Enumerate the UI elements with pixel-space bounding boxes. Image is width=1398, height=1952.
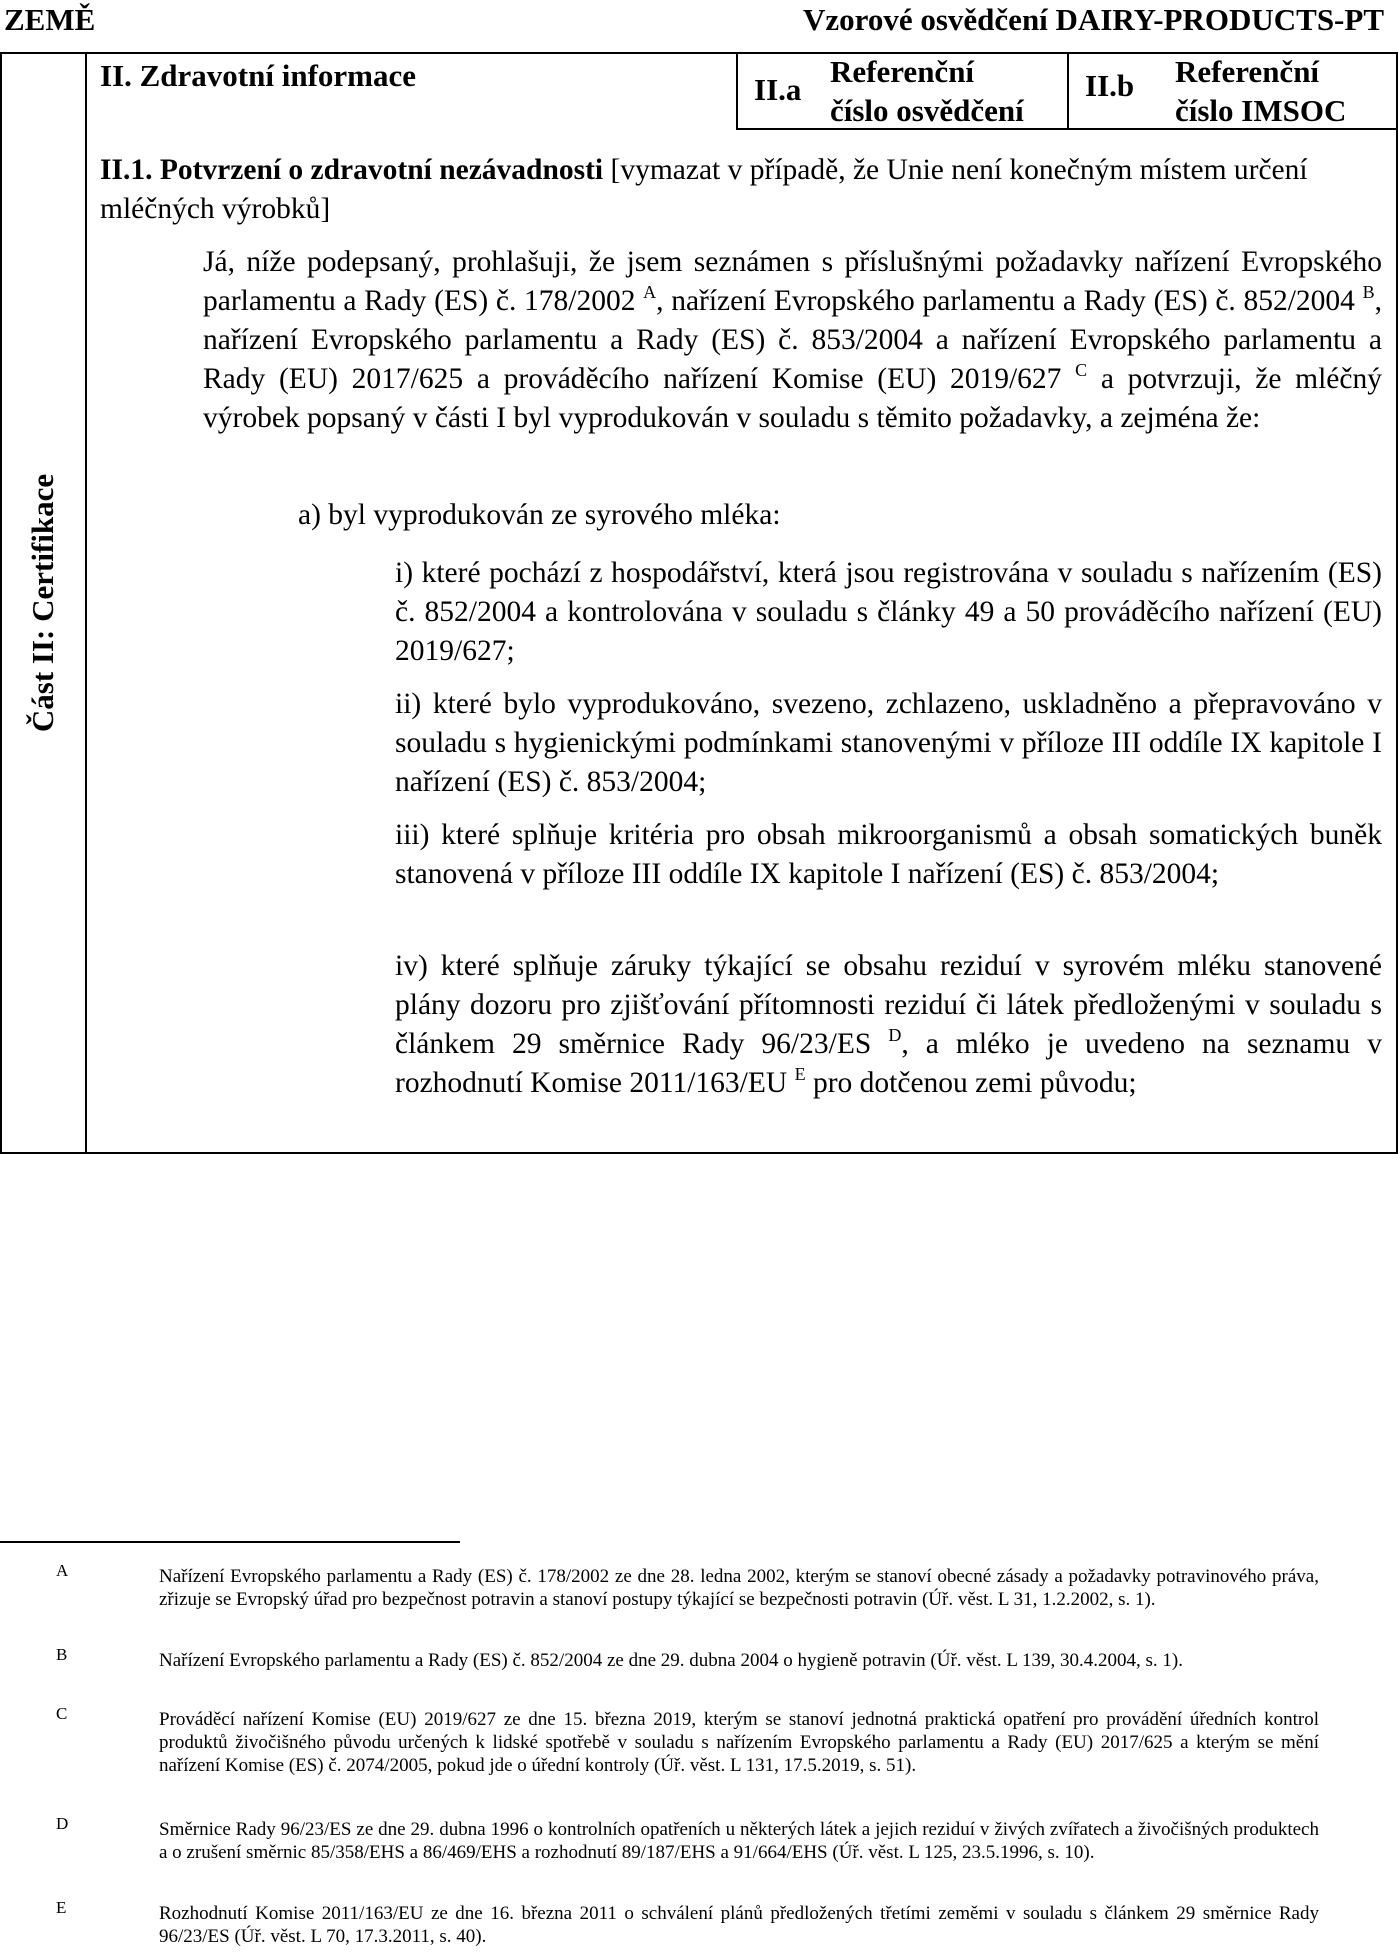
ref-a-code: II.a — [754, 72, 802, 107]
footnote-text: Rozhodnutí Komise 2011/163/EU ze dne 16. března 2011 o schválení plánů předložených třetími zeměmi v souladu s článkem 29 směrnice Rady 96/23/ES (Úř. věst. L 70, 17.3.2011, s. 40). — [159, 1903, 1319, 1947]
side-label-text: Část II: Certifikace — [25, 473, 60, 733]
certificate-title: Vzorové osvědčení DAIRY-PRODUCTS-PT — [803, 2, 1384, 37]
footnote-text: Směrnice Rady 96/23/ES ze dne 29. dubna 1996 o kontrolních opatřeních u některých látek a jejich reziduí v živých zvířatech a živočišných produktech a o zrušení směrnic 85/358/EHS a 86/469/EHS a rozhodnutí 89/187/EHS a 91/664/EHS (Úř. věst. L 125, 23.5.1996, s. 10). — [159, 1819, 1319, 1863]
footnote-ref-e: E — [794, 1064, 806, 1084]
ref-box-certificate — [736, 54, 1069, 130]
footnote-letter: E — [56, 1898, 67, 1917]
item-a: a) byl vyprodukován ze syrového mléka: — [298, 499, 781, 531]
sub-item-iv — [395, 947, 1382, 1103]
ref-a-label-line1: Referenční — [830, 54, 975, 89]
intro-part-1: Já, níže podepsaný, prohlašuji, že jsem seznámen s příslušnými požadavky nařízení Evropského parlamentu a Rady (ES) č. 178/2002 — [203, 246, 1382, 317]
ref-a-label-line2: číslo osvědčení — [830, 93, 1024, 128]
footnote-ref-c: C — [1075, 360, 1088, 380]
ref-b-label — [1175, 52, 1346, 130]
sub-item-ii: ii) které bylo vyprodukováno, svezeno, zchlazeno, uskladněno a přepravováno v souladu s hygienickými podmínkami stanovenými v příloze III oddíle IX kapitole I nařízení (ES) č. 853/2004; — [395, 688, 1382, 798]
footnote-text: Nařízení Evropského parlamentu a Rady (ES) č. 178/2002 ze dne 28. ledna 2002, kterým se stanoví obecné zásady a požadavky potravinového práva, zřizuje se Evropský úřad pro bezpečnost potravin a stanoví postupy týkající se bezpečnosti potravin (Úř. věst. L 31, 1.2.2002, s. 1). — [159, 1566, 1319, 1610]
ref-b-label-line1: Referenční — [1175, 54, 1320, 89]
section-title: II. Zdravotní informace — [100, 58, 417, 93]
sub-item-i: i) které pochází z hospodářství, která jsou registrována v souladu s nařízením (ES) č. 852/2004 a kontrolována v souladu s články 49 a 50 prováděcího nařízení (EU) 2019/627; — [395, 557, 1382, 667]
certification-table — [0, 52, 1398, 1154]
side-label — [0, 54, 86, 1152]
attestation-heading — [100, 151, 1382, 229]
attestation-intro — [203, 243, 1382, 438]
ref-box-imsoc — [1067, 54, 1398, 130]
footnote-ref-b: B — [1362, 282, 1375, 302]
footnote-text: Prováděcí nařízení Komise (EU) 2019/627 ze dne 15. března 2019, kterým se stanoví jednotná praktická opatření pro provádění úředních kontrol produktů živočišného původu určených k lidské spotřebě v souladu s nařízením Evropského parlamentu a Rady (EU) 2017/625 a kterým se mění nařízení Komise (ES) č. 2074/2005, pokud jde o úřední kontroly (Úř. věst. L 131, 17.5.2019, s. 51). — [159, 1709, 1319, 1776]
attestation-heading-note: [vymazat v případě, že Unie není konečným místem určení mléčných výrobků] — [100, 154, 1308, 225]
attestation-heading-bold: II.1. Potvrzení o zdravotní nezávadnosti — [100, 154, 604, 186]
ref-b-code: II.b — [1085, 68, 1135, 103]
footnote-letter: C — [56, 1704, 68, 1723]
sub-item-iv-part-2: , a mléko je uvedeno na seznamu v rozhodnutí Komise 2011/163/EU — [395, 1028, 1382, 1099]
sub-item-iii: iii) které splňuje kritéria pro obsah mikroorganismů a obsah somatických buněk stanovená v příloze III oddíle IX kapitole I nařízení (ES) č. 853/2004; — [395, 819, 1382, 890]
sub-item-iv-part-1: iv) které splňuje záruky týkající se obsahu reziduí v syrovém mléku stanovené plány dozoru pro zjišťování přítomnosti reziduí či látek předloženými v souladu s článkem 29 směrnice Rady 96/23/ES — [395, 950, 1382, 1060]
intro-part-4: a potvrzuji, že mléčný výrobek popsaný v části I byl vyprodukován v souladu s těmito požadavky, a zejména že: — [203, 363, 1382, 434]
footnote-ref-d: D — [888, 1025, 902, 1045]
footnote-letter: D — [56, 1814, 69, 1833]
country-label: ZEMĚ — [4, 2, 96, 37]
intro-part-3: , nařízení Evropského parlamentu a Rady (ES) č. 853/2004 a nařízení Evropského parlamentu a Rady (EU) 2017/625 a prováděcího nařízení Komise (EU) 2019/627 — [203, 285, 1382, 395]
footnote-text: Nařízení Evropského parlamentu a Rady (ES) č. 852/2004 ze dne 29. dubna 2004 o hygieně potravin (Úř. věst. L 139, 30.4.2004, s. 1). — [159, 1650, 1184, 1671]
ref-a-label — [830, 52, 1024, 130]
footnote-separator — [0, 1541, 460, 1543]
intro-part-2: , nařízení Evropského parlamentu a Rady (ES) č. 852/2004 — [656, 285, 1363, 317]
footnote-letter: B — [56, 1645, 68, 1664]
ref-b-label-line2: číslo IMSOC — [1175, 93, 1347, 128]
footnote-letter: A — [56, 1561, 69, 1580]
footnote-ref-a: A — [643, 282, 657, 302]
sub-item-iv-part-3: pro dotčenou zemi původu; — [805, 1067, 1137, 1099]
